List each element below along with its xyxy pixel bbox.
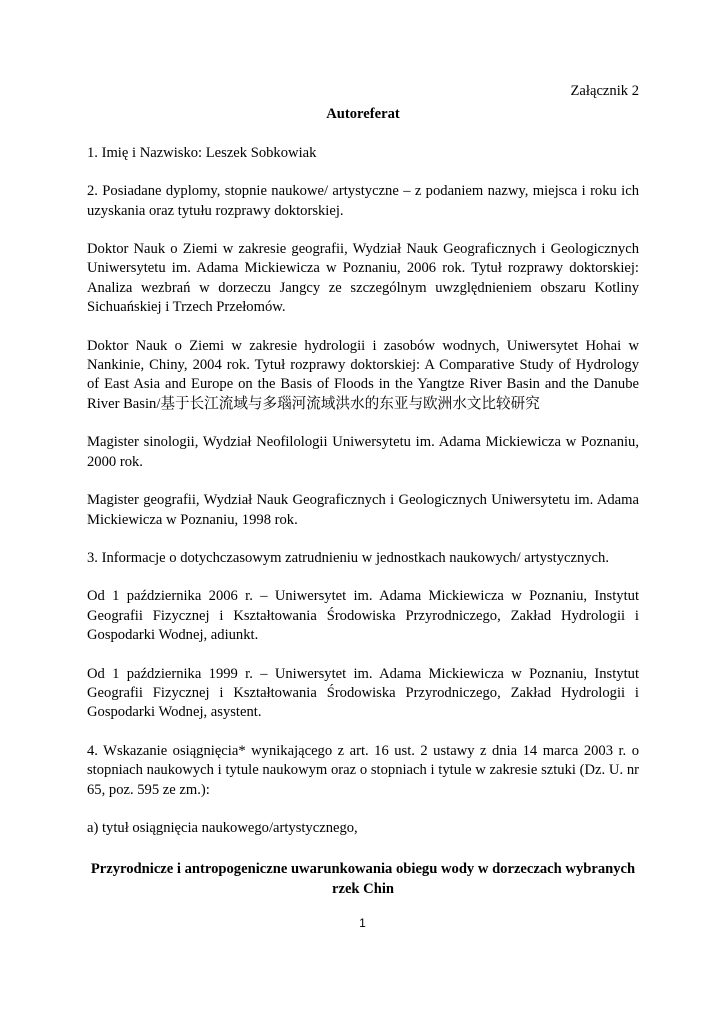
section-3-heading: 3. Informacje o dotychczasowym zatrudnieniu w jednostkach naukowych/ artystycznych. [87, 549, 609, 566]
document-title: Autoreferat [326, 106, 400, 123]
diploma-entry-3: Magister sinologii, Wydział Neofilologii Uniwersytetu im. Adama Mickiewicza w Poznaniu, 2000 rok. [87, 434, 639, 470]
page-number: 1 [359, 916, 366, 930]
diploma-entry-4: Magister geografii, Wydział Nauk Geograficznych i Geologicznych Uniwersytetu im. Adama Mickiewicza w Poznaniu, 1998 rok. [87, 492, 639, 528]
employment-entry-2: Od 1 października 1999 r. – Uniwersytet im. Adama Mickiewicza w Poznaniu, Instytut Geografii Fizycznej i Kształtowania Środowiska Przyrodniczego, Zakład Hydrologii i Gospodarki Wodnej, asystent. [87, 665, 639, 721]
section-2-heading: 2. Posiadane dyplomy, stopnie naukowe/ artystyczne – z podaniem nazwy, miejsca i roku ich uzyskania oraz tytułu rozprawy doktorskiej. [87, 183, 639, 219]
section-4-heading: 4. Wskazanie osiągnięcia* wynikającego z art. 16 ust. 2 ustawy z dnia 14 marca 2003 r. o stopniach naukowych i tytule naukowym oraz o stopniach i tytule w zakresie sztuki (Dz. U. nr 65, poz. 595 ze zm.): [87, 742, 639, 798]
diploma-entry-2: Doktor Nauk o Ziemi w zakresie hydrologii i zasobów wodnych, Uniwersytet Hohai w Nankinie, Chiny, 2004 rok. Tytuł rozprawy doktorskiej: A Comparative Study of Hydrology of East Asia and Europe on the Basis of Floods in the Yangtze River Basin and the Danube River Basin/基于长江流域与多瑙河流域洪水的东亚与欧洲水文比较研究 [87, 337, 639, 412]
achievement-title: Przyrodnicze i antropogeniczne uwarunkowania obiegu wody w dorzeczach wybranych rzek Chin [90, 861, 636, 897]
section-1-name: 1. Imię i Nazwisko: Leszek Sobkowiak [87, 144, 317, 161]
annex-label: Załącznik 2 [570, 83, 639, 99]
employment-entry-1: Od 1 października 2006 r. – Uniwersytet im. Adama Mickiewicza w Poznaniu, Instytut Geografii Fizycznej i Kształtowania Środowiska Przyrodniczego, Zakład Hydrologii i Gospodarki Wodnej, adiunkt. [87, 588, 639, 644]
diploma-entry-1: Doktor Nauk o Ziemi w zakresie geografii, Wydział Nauk Geograficznych i Geologicznych Uniwersytetu im. Adama Mickiewicza w Poznaniu, 2006 rok. Tytuł rozprawy doktorskiej: Analiza wezbrań w dorzeczu Jangcy ze szczególnym uwzględnieniem obszaru Kotliny Sichuańskiej i Trzech Przełomów. [87, 241, 639, 316]
achievement-subheading: a) tytuł osiągnięcia naukowego/artystycznego, [87, 819, 358, 836]
page-content [87, 82, 639, 899]
